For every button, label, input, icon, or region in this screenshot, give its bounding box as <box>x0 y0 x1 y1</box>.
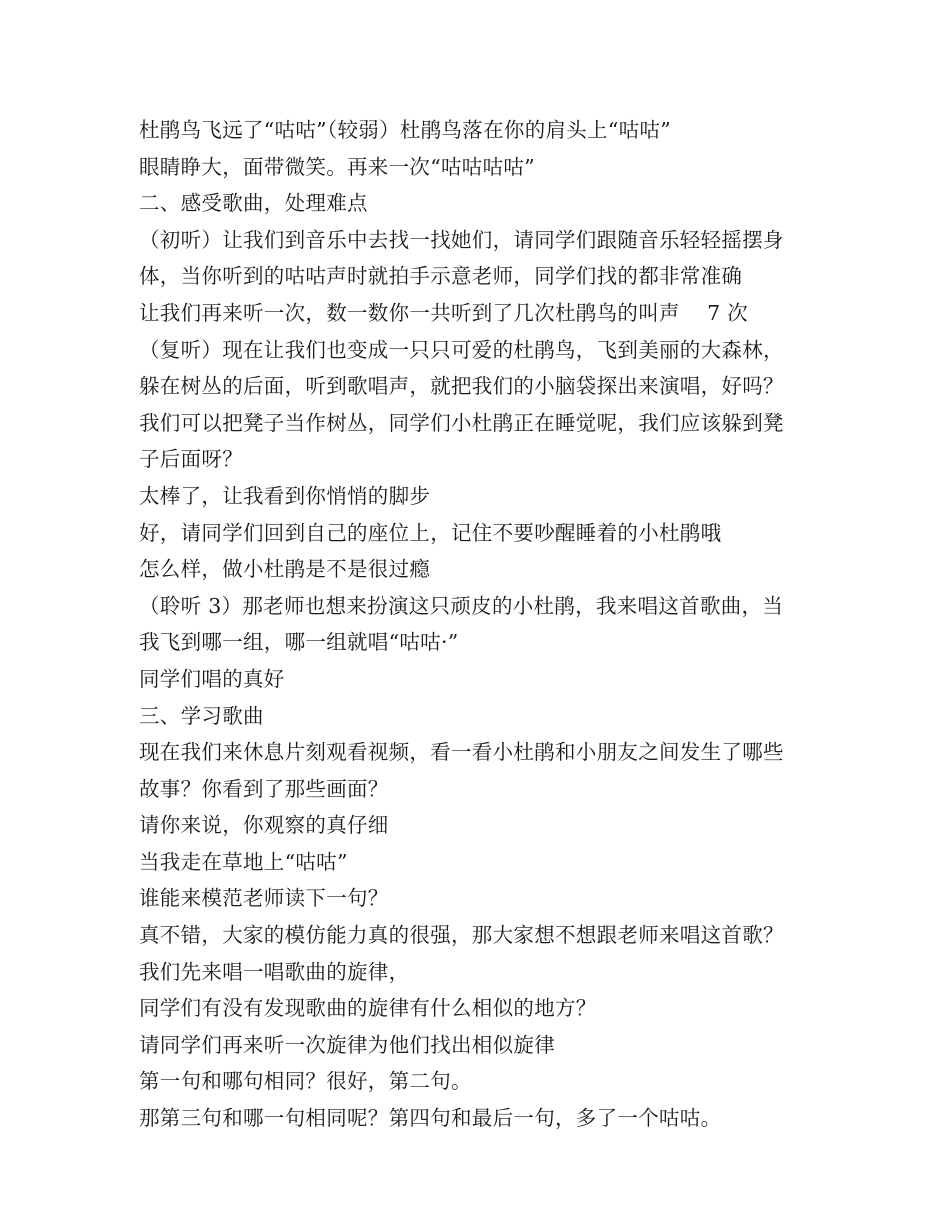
text-line: 谁能来模范老师读下一句？ <box>139 886 389 911</box>
text-line: 眼睛睁大，面带微笑。再来一次“咕咕咕咕” <box>139 154 535 179</box>
text-line: 怎么样，做小杜鹃是不是很过瘾 <box>139 557 431 582</box>
text-line: 请你来说，你观察的真仔细 <box>139 813 389 838</box>
text-line: 当我走在草地上“咕咕” <box>139 849 348 874</box>
text-line: （初听）让我们到音乐中去找一找她们，请同学们跟随音乐轻轻摇摆身 <box>139 227 784 252</box>
text-line: 现在我们来休息片刻观看视频，看一看小杜鹃和小朋友之间发生了哪些 <box>139 740 784 765</box>
section-heading: 二、感受歌曲，处理难点 <box>139 191 368 216</box>
text-line: 我们先来唱一唱歌曲的旋律， <box>139 959 410 984</box>
text-line: 同学们唱的真好 <box>139 666 285 691</box>
text-line: 同学们有没有发现歌曲的旋律有什么相似的地方？ <box>139 996 597 1021</box>
text-line: 杜鹃鸟飞远了“咕咕”（较弱）杜鹃鸟落在你的肩头上“咕咕” <box>139 118 672 142</box>
text-line: （聆听 3）那老师也想来扮演这只顽皮的小杜鹃，我来唱这首歌曲，当 <box>139 593 784 618</box>
text-line: 故事？你看到了那些画面？ <box>139 776 389 801</box>
text-line: 那第三句和哪一句相同呢？第四句和最后一句，多了一个咕咕。 <box>139 1106 722 1131</box>
text-line: 我飞到哪一组，哪一组就唱“咕咕·” <box>139 630 459 655</box>
text-line: 太棒了，让我看到你悄悄的脚步 <box>139 483 431 508</box>
document-body <box>139 112 829 1137</box>
text-line: 我们可以把凳子当作树丛，同学们小杜鹃正在睡觉呢，我们应该躲到凳 <box>139 410 784 435</box>
text-line: 真不错，大家的模仿能力真的很强，那大家想不想跟老师来唱这首歌？ <box>139 923 784 948</box>
text-line: 让我们再来听一次，数一数你一共听到了几次杜鹃鸟的叫声 7 次 <box>139 300 749 325</box>
text-line: 好，请同学们回到自己的座位上，记住不要吵醒睡着的小杜鹃哦 <box>139 520 722 545</box>
text-line: 第一句和哪句相同？很好，第二句。 <box>139 1069 472 1094</box>
text-line: 子后面呀？ <box>139 447 243 472</box>
section-heading: 三、学习歌曲 <box>139 703 264 728</box>
text-line: 躲在树丛的后面，听到歌唱声，就把我们的小脑袋探出来演唱，好吗？ <box>139 374 784 399</box>
text-line: （复听）现在让我们也变成一只只可爱的杜鹃鸟，飞到美丽的大森林， <box>139 337 784 362</box>
text-line: 体，当你听到的咕咕声时就拍手示意老师，同学们找的都非常准确 <box>139 264 743 289</box>
text-line: 请同学们再来听一次旋律为他们找出相似旋律 <box>139 1032 555 1057</box>
